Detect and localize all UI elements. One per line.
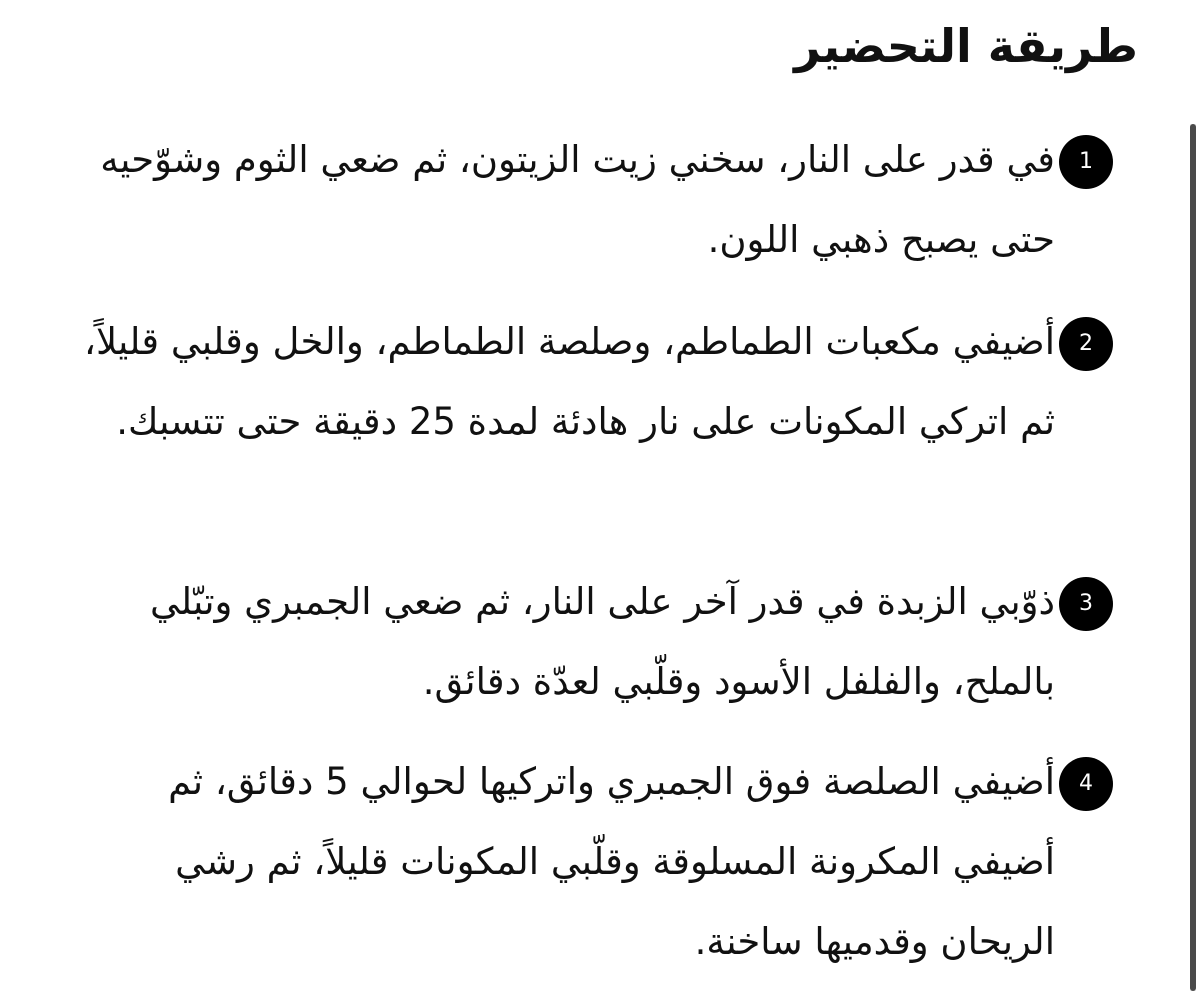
step-text: أضيفي مكعبات الطماطم، وصلصة الطماطم، والخل وقلبي قليلاً، ثم اتركي المكونات على نار هادئة لمدة 25 دقيقة حتى تتسبك.	[84, 320, 1055, 443]
scrollbar-thumb[interactable]	[1190, 124, 1196, 991]
step-number-badge: 2	[1059, 317, 1113, 371]
vertical-scrollbar[interactable]	[1190, 124, 1196, 991]
step-number-badge: 3	[1059, 577, 1113, 631]
step-text: أضيفي الصلصة فوق الجمبري واتركيها لحوالي 5 دقائق، ثم أضيفي المكرونة المسلوقة وقلّبي المكونات قليلاً، ثم رشي الريحان وقدميها ساخنة.	[168, 760, 1055, 963]
step-number-badge: 4	[1059, 757, 1113, 811]
step-number-badge: 1	[1059, 135, 1113, 189]
section-title: طريقة التحضير	[794, 19, 1138, 73]
step-text: ذوّبي الزبدة في قدر آخر على النار، ثم ضعي الجمبري وتبّلي بالملح، والفلفل الأسود وقلّبي لعدّة دقائق.	[149, 580, 1055, 703]
step-text: في قدر على النار، سخني زيت الزيتون، ثم ضعي الثوم وشوّحيه حتى يصبح ذهبي اللون.	[100, 138, 1055, 261]
